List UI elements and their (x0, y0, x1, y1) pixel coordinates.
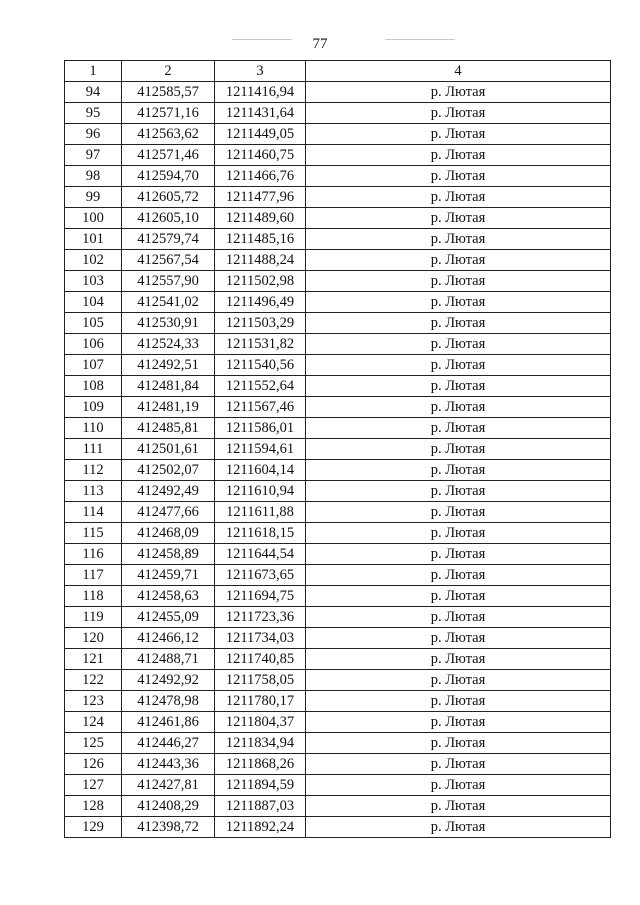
x-coordinate-cell: 412443,36 (122, 754, 215, 775)
table-row (65, 187, 611, 208)
description-cell: р. Лютая (306, 817, 611, 838)
point-number-cell: 105 (65, 313, 122, 334)
point-number-cell: 99 (65, 187, 122, 208)
point-number-cell: 120 (65, 628, 122, 649)
description-cell: р. Лютая (306, 397, 611, 418)
point-number-cell: 96 (65, 124, 122, 145)
table-row (65, 775, 611, 796)
description-cell: р. Лютая (306, 460, 611, 481)
coordinates-table (64, 60, 611, 838)
description-cell: р. Лютая (306, 649, 611, 670)
x-coordinate-cell: 412477,66 (122, 502, 215, 523)
x-coordinate-cell: 412458,89 (122, 544, 215, 565)
description-cell: р. Лютая (306, 691, 611, 712)
y-coordinate-cell: 1211496,49 (215, 292, 306, 313)
description-cell: р. Лютая (306, 733, 611, 754)
x-coordinate-cell: 412571,16 (122, 103, 215, 124)
x-coordinate-cell: 412530,91 (122, 313, 215, 334)
table-row (65, 460, 611, 481)
table-row (65, 628, 611, 649)
table-row (65, 523, 611, 544)
point-number-cell: 129 (65, 817, 122, 838)
y-coordinate-cell: 1211604,14 (215, 460, 306, 481)
table-row (65, 397, 611, 418)
y-coordinate-cell: 1211449,05 (215, 124, 306, 145)
y-coordinate-cell: 1211503,29 (215, 313, 306, 334)
y-coordinate-cell: 1211780,17 (215, 691, 306, 712)
y-coordinate-cell: 1211488,24 (215, 250, 306, 271)
point-number-cell: 108 (65, 376, 122, 397)
table-row (65, 166, 611, 187)
description-cell: р. Лютая (306, 208, 611, 229)
description-cell: р. Лютая (306, 166, 611, 187)
point-number-cell: 126 (65, 754, 122, 775)
point-number-cell: 121 (65, 649, 122, 670)
table-row (65, 565, 611, 586)
description-cell: р. Лютая (306, 481, 611, 502)
point-number-cell: 94 (65, 82, 122, 103)
table-row (65, 103, 611, 124)
description-cell: р. Лютая (306, 796, 611, 817)
y-coordinate-cell: 1211552,64 (215, 376, 306, 397)
x-coordinate-cell: 412492,92 (122, 670, 215, 691)
description-cell: р. Лютая (306, 670, 611, 691)
y-coordinate-cell: 1211734,03 (215, 628, 306, 649)
y-coordinate-cell: 1211834,94 (215, 733, 306, 754)
x-coordinate-cell: 412398,72 (122, 817, 215, 838)
y-coordinate-cell: 1211416,94 (215, 82, 306, 103)
x-coordinate-cell: 412579,74 (122, 229, 215, 250)
y-coordinate-cell: 1211758,05 (215, 670, 306, 691)
description-cell: р. Лютая (306, 754, 611, 775)
y-coordinate-cell: 1211460,75 (215, 145, 306, 166)
point-number-cell: 114 (65, 502, 122, 523)
y-coordinate-cell: 1211804,37 (215, 712, 306, 733)
description-cell: р. Лютая (306, 502, 611, 523)
x-coordinate-cell: 412455,09 (122, 607, 215, 628)
point-number-cell: 113 (65, 481, 122, 502)
y-coordinate-cell: 1211868,26 (215, 754, 306, 775)
x-coordinate-cell: 412485,81 (122, 418, 215, 439)
y-coordinate-cell: 1211567,46 (215, 397, 306, 418)
x-coordinate-cell: 412459,71 (122, 565, 215, 586)
y-coordinate-cell: 1211611,88 (215, 502, 306, 523)
x-coordinate-cell: 412481,19 (122, 397, 215, 418)
table-row (65, 817, 611, 838)
point-number-cell: 118 (65, 586, 122, 607)
description-cell: р. Лютая (306, 292, 611, 313)
x-coordinate-cell: 412571,46 (122, 145, 215, 166)
point-number-cell: 106 (65, 334, 122, 355)
table-row (65, 250, 611, 271)
x-coordinate-cell: 412594,70 (122, 166, 215, 187)
point-number-cell: 124 (65, 712, 122, 733)
column-header: 2 (122, 61, 215, 82)
description-cell: р. Лютая (306, 229, 611, 250)
point-number-cell: 107 (65, 355, 122, 376)
description-cell: р. Лютая (306, 544, 611, 565)
x-coordinate-cell: 412492,51 (122, 355, 215, 376)
description-cell: р. Лютая (306, 145, 611, 166)
y-coordinate-cell: 1211723,36 (215, 607, 306, 628)
table-row (65, 418, 611, 439)
point-number-cell: 101 (65, 229, 122, 250)
description-cell: р. Лютая (306, 250, 611, 271)
table-row (65, 334, 611, 355)
description-cell: р. Лютая (306, 712, 611, 733)
x-coordinate-cell: 412605,10 (122, 208, 215, 229)
point-number-cell: 104 (65, 292, 122, 313)
y-coordinate-cell: 1211740,85 (215, 649, 306, 670)
table-row (65, 145, 611, 166)
column-header: 4 (306, 61, 611, 82)
description-cell: р. Лютая (306, 271, 611, 292)
table-row (65, 439, 611, 460)
x-coordinate-cell: 412478,98 (122, 691, 215, 712)
table-row (65, 691, 611, 712)
point-number-cell: 125 (65, 733, 122, 754)
description-cell: р. Лютая (306, 775, 611, 796)
description-cell: р. Лютая (306, 103, 611, 124)
table-row (65, 376, 611, 397)
point-number-cell: 97 (65, 145, 122, 166)
point-number-cell: 111 (65, 439, 122, 460)
table-row (65, 229, 611, 250)
point-number-cell: 122 (65, 670, 122, 691)
x-coordinate-cell: 412567,54 (122, 250, 215, 271)
description-cell: р. Лютая (306, 586, 611, 607)
y-coordinate-cell: 1211894,59 (215, 775, 306, 796)
x-coordinate-cell: 412488,71 (122, 649, 215, 670)
y-coordinate-cell: 1211618,15 (215, 523, 306, 544)
y-coordinate-cell: 1211531,82 (215, 334, 306, 355)
table-row (65, 754, 611, 775)
description-cell: р. Лютая (306, 523, 611, 544)
table-row (65, 796, 611, 817)
description-cell: р. Лютая (306, 376, 611, 397)
description-cell: р. Лютая (306, 334, 611, 355)
y-coordinate-cell: 1211673,65 (215, 565, 306, 586)
x-coordinate-cell: 412458,63 (122, 586, 215, 607)
table-row (65, 607, 611, 628)
table-row (65, 649, 611, 670)
table-row (65, 586, 611, 607)
description-cell: р. Лютая (306, 355, 611, 376)
y-coordinate-cell: 1211694,75 (215, 586, 306, 607)
description-cell: р. Лютая (306, 628, 611, 649)
x-coordinate-cell: 412501,61 (122, 439, 215, 460)
y-coordinate-cell: 1211502,98 (215, 271, 306, 292)
x-coordinate-cell: 412557,90 (122, 271, 215, 292)
table-row (65, 544, 611, 565)
y-coordinate-cell: 1211610,94 (215, 481, 306, 502)
description-cell: р. Лютая (306, 439, 611, 460)
point-number-cell: 119 (65, 607, 122, 628)
table-row (65, 271, 611, 292)
x-coordinate-cell: 412468,09 (122, 523, 215, 544)
y-coordinate-cell: 1211431,64 (215, 103, 306, 124)
column-header: 1 (65, 61, 122, 82)
table-row (65, 355, 611, 376)
y-coordinate-cell: 1211887,03 (215, 796, 306, 817)
description-cell: р. Лютая (306, 418, 611, 439)
point-number-cell: 123 (65, 691, 122, 712)
point-number-cell: 103 (65, 271, 122, 292)
x-coordinate-cell: 412446,27 (122, 733, 215, 754)
y-coordinate-cell: 1211644,54 (215, 544, 306, 565)
point-number-cell: 116 (65, 544, 122, 565)
x-coordinate-cell: 412481,84 (122, 376, 215, 397)
description-cell: р. Лютая (306, 313, 611, 334)
table-row (65, 502, 611, 523)
point-number-cell: 127 (65, 775, 122, 796)
table-row (65, 82, 611, 103)
x-coordinate-cell: 412427,81 (122, 775, 215, 796)
y-coordinate-cell: 1211466,76 (215, 166, 306, 187)
x-coordinate-cell: 412524,33 (122, 334, 215, 355)
x-coordinate-cell: 412605,72 (122, 187, 215, 208)
table-row (65, 292, 611, 313)
table-row (65, 208, 611, 229)
point-number-cell: 115 (65, 523, 122, 544)
page-number: 77 (312, 36, 328, 52)
x-coordinate-cell: 412563,62 (122, 124, 215, 145)
column-header: 3 (215, 61, 306, 82)
point-number-cell: 110 (65, 418, 122, 439)
table-header-row (65, 61, 611, 82)
y-coordinate-cell: 1211540,56 (215, 355, 306, 376)
y-coordinate-cell: 1211477,96 (215, 187, 306, 208)
x-coordinate-cell: 412541,02 (122, 292, 215, 313)
table-row (65, 712, 611, 733)
table-row (65, 670, 611, 691)
point-number-cell: 95 (65, 103, 122, 124)
point-number-cell: 112 (65, 460, 122, 481)
y-coordinate-cell: 1211892,24 (215, 817, 306, 838)
y-coordinate-cell: 1211586,01 (215, 418, 306, 439)
description-cell: р. Лютая (306, 607, 611, 628)
description-cell: р. Лютая (306, 82, 611, 103)
y-coordinate-cell: 1211489,60 (215, 208, 306, 229)
x-coordinate-cell: 412492,49 (122, 481, 215, 502)
y-coordinate-cell: 1211485,16 (215, 229, 306, 250)
description-cell: р. Лютая (306, 565, 611, 586)
point-number-cell: 98 (65, 166, 122, 187)
x-coordinate-cell: 412585,57 (122, 82, 215, 103)
x-coordinate-cell: 412502,07 (122, 460, 215, 481)
x-coordinate-cell: 412466,12 (122, 628, 215, 649)
point-number-cell: 117 (65, 565, 122, 586)
point-number-cell: 109 (65, 397, 122, 418)
table-row (65, 733, 611, 754)
y-coordinate-cell: 1211594,61 (215, 439, 306, 460)
table-row (65, 124, 611, 145)
description-cell: р. Лютая (306, 187, 611, 208)
point-number-cell: 128 (65, 796, 122, 817)
table-row (65, 313, 611, 334)
x-coordinate-cell: 412408,29 (122, 796, 215, 817)
table-row (65, 481, 611, 502)
description-cell: р. Лютая (306, 124, 611, 145)
point-number-cell: 102 (65, 250, 122, 271)
point-number-cell: 100 (65, 208, 122, 229)
x-coordinate-cell: 412461,86 (122, 712, 215, 733)
